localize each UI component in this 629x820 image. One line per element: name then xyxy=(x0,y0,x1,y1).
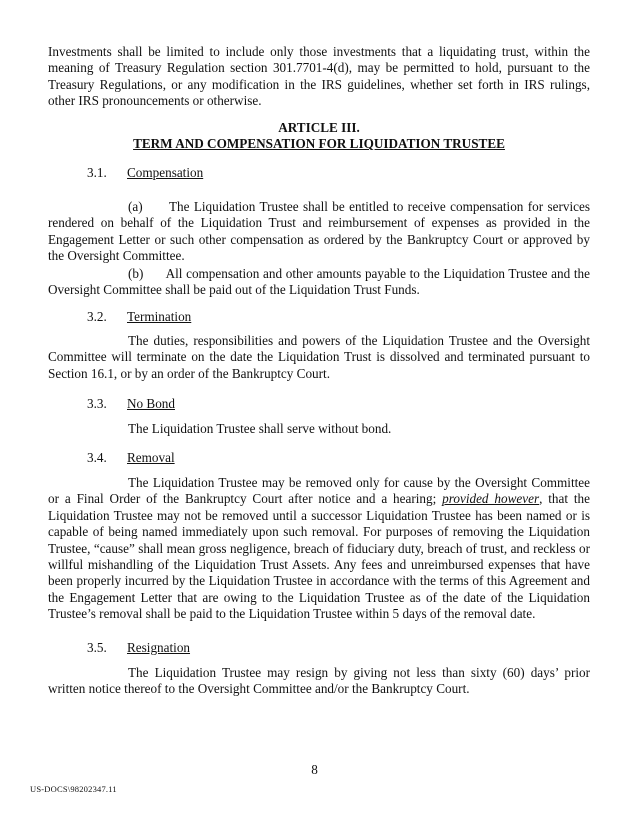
document-id: US-DOCS\98202347.11 xyxy=(30,784,117,794)
section-title: Resignation xyxy=(127,640,191,655)
section-3-3-text: The Liquidation Trustee shall serve without bond. xyxy=(128,421,392,436)
clause-marker: (a) xyxy=(128,199,143,214)
section-number: 3.5. xyxy=(87,640,107,655)
removal-text-part-1: The Liquidation Trustee may be removed only for cause by the Oversight Committee or a Final Order of the Bankruptcy Court after notice and a hearing; xyxy=(48,475,590,507)
section-title: Removal xyxy=(127,450,175,465)
section-3-5-heading xyxy=(87,640,190,656)
section-number: 3.2. xyxy=(87,309,107,324)
intro-paragraph: Investments shall be limited to include only those investments that a liquidating trust, within the meaning of Treasury Regulation section 301.7701-4(d), may be permitted to hold, pursuant to the Treasury Regulations, or any modification in the IRS guidelines, whether set forth in IRS rulings, other IRS pronouncements or otherwise. xyxy=(48,44,590,109)
section-3-4-text xyxy=(48,475,590,623)
page-number: 8 xyxy=(311,762,318,777)
article-number: ARTICLE III. xyxy=(278,120,360,135)
section-number: 3.4. xyxy=(87,450,107,465)
section-number: 3.1. xyxy=(87,165,107,180)
clause-text: All compensation and other amounts payable to the Liquidation Trustee and the Oversight Committee shall be paid out of the Liquidation Trust Funds. xyxy=(48,266,591,298)
section-3-3-heading xyxy=(87,396,175,412)
section-number: 3.3. xyxy=(87,396,107,411)
clause-marker: (b) xyxy=(128,266,144,281)
section-3-4-heading xyxy=(87,450,175,466)
section-3-2-heading xyxy=(87,309,191,325)
section-3-1-a xyxy=(48,199,590,265)
section-title: Compensation xyxy=(127,165,204,180)
section-3-5-text: The Liquidation Trustee may resign by giving not less than sixty (60) days’ prior written notice thereof to the Oversight Committee and/or the Bankruptcy Court. xyxy=(48,665,590,697)
clause-text: The Liquidation Trustee shall be entitled to receive compensation for services rendered on behalf of the Liquidation Trust and reimbursement of expenses as provided in the Engagement Letter or such other compensation as ordered by the Bankruptcy Court or approved by the Oversight Committee. xyxy=(48,199,590,264)
section-3-2-text: The duties, responsibilities and powers of the Liquidation Trustee and the Oversight Committee will terminate on the date the Liquidation Trust is dissolved and terminated pursuant to Section 16.1, or by an order of the Bankruptcy Court. xyxy=(48,333,590,381)
article-title: TERM AND COMPENSATION FOR LIQUIDATION TRUSTEE xyxy=(133,136,505,152)
proviso-phrase: provided however xyxy=(442,491,540,507)
section-title: Termination xyxy=(127,309,192,324)
section-3-1-heading xyxy=(87,165,203,181)
section-3-1-b xyxy=(48,266,590,299)
removal-text-part-2: , that the Liquidation Trustee may not be removed until a successor Liquidation Trustee has been named or is capable of being named immediately upon such removal. For purposes of removing the Liquidation Trustee, “cause” shall mean gross negligence, breach of fiduciary duty, breach of trust, and reckless or willful mishandling of the Liquidation Trust Assets. Any fees and unreimbursed expenses that have been properly incurred by the Liquidation Trustee in accordance with the terms of this Agreement and the Engagement Letter that are owing to the Liquidation Trustee as of the date of the Liquidation Trustee’s removal shall be paid to the Liquidation Trustee within 5 days of the removal date. xyxy=(48,491,590,622)
article-heading xyxy=(48,120,590,153)
section-title: No Bond xyxy=(127,396,175,411)
